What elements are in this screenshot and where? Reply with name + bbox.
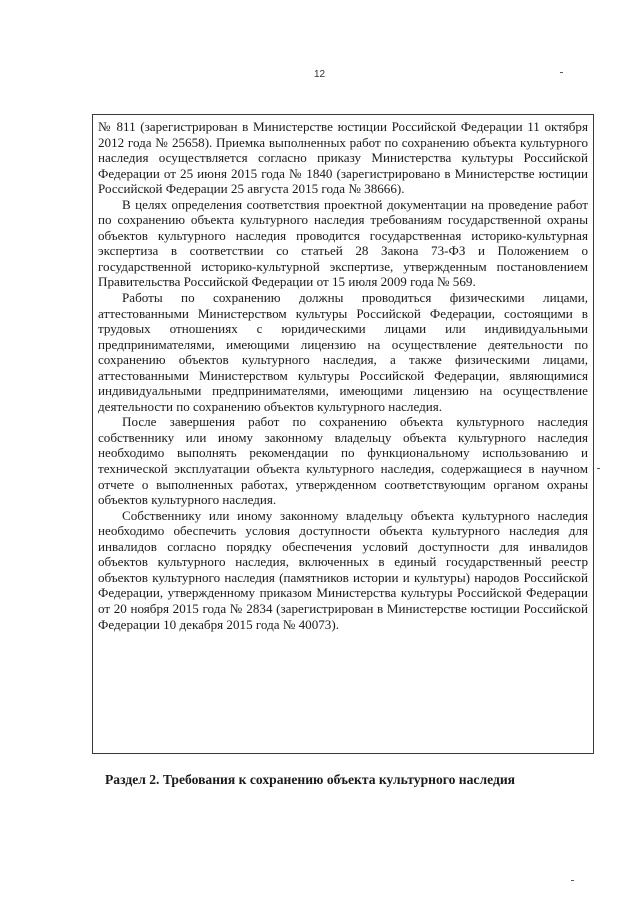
scan-speck	[571, 880, 574, 881]
scan-speck	[597, 468, 600, 469]
paragraph-recommendations: После завершения работ по сохранению объекта культурного наследия собственнику или иному законному владельцу объекта культурного наследия необходимо выполнять рекомендации по функциональному использованию и технической эксплуатации объекта культурного наследия, содержащиеся в научном отчете о выполненных работах, утвержденном соответствующим органом охраны объектов культурного наследия.	[98, 414, 588, 508]
page-number: 12	[313, 69, 326, 80]
paragraph-accessibility: Собственнику или иному законному владельцу объекта культурного наследия необходимо обеспечить условия доступности объекта культурного наследия для инвалидов согласно порядку обеспечения условий доступности для инвалидов объектов культурного наследия, включенных в единый государственный реестр объектов культурного наследия (памятников истории и культуры) народов Российской Федерации, утвержденному приказом Министерства культуры Российской Федерации от 20 ноября 2015 года № 2834 (зарегистрирован в Министерстве юстиции Российской Федерации 10 декабря 2015 года № 40073).	[98, 507, 588, 632]
paragraph-registration: № 811 (зарегистрирован в Министерстве юстиции Российской Федерации 11 октября 2012 года № 25658). Приемка выполненных работ по сохранению объекта культурного наследия осуществляется согласно приказу Министерства культуры Российской Федерации от 25 июня 2015 года № 1840 (зарегистрировано в Министерстве юстиции Российской Федерации 25 августа 2015 года № 38666).	[98, 119, 588, 197]
paragraph-workers: Работы по сохранению должны проводиться физическими лицами, аттестованными Министерством культуры Российской Федерации, состоящими в трудовых отношениях с юридическими лицами или индивидуальными предпринимателями, имеющими лицензию на осуществление деятельности по сохранению объектов культурного наследия, а также физическими лицами, аттестованными Министерством культуры Российской Федерации, являющимися индивидуальными предпринимателями, имеющими лицензию на осуществление деятельности по сохранению объектов культурного наследия.	[98, 290, 588, 414]
section-heading: Раздел 2. Требования к сохранению объекта культурного наследия	[105, 772, 516, 787]
bordered-text-box	[92, 114, 594, 754]
scan-speck	[560, 72, 563, 73]
paragraph-expertise: В целях определения соответствия проектной документации на проведение работ по сохранению объекта культурного наследия требованиям государственной охраны объектов культурного наследия проводится государственная историко-культурная экспертиза в соответствии со статьей 28 Закона 73-ФЗ и Положением о государственной историко-культурной экспертизе, утвержденным постановлением Правительства Российской Федерации от 15 июля 2009 года № 569.	[98, 196, 588, 290]
